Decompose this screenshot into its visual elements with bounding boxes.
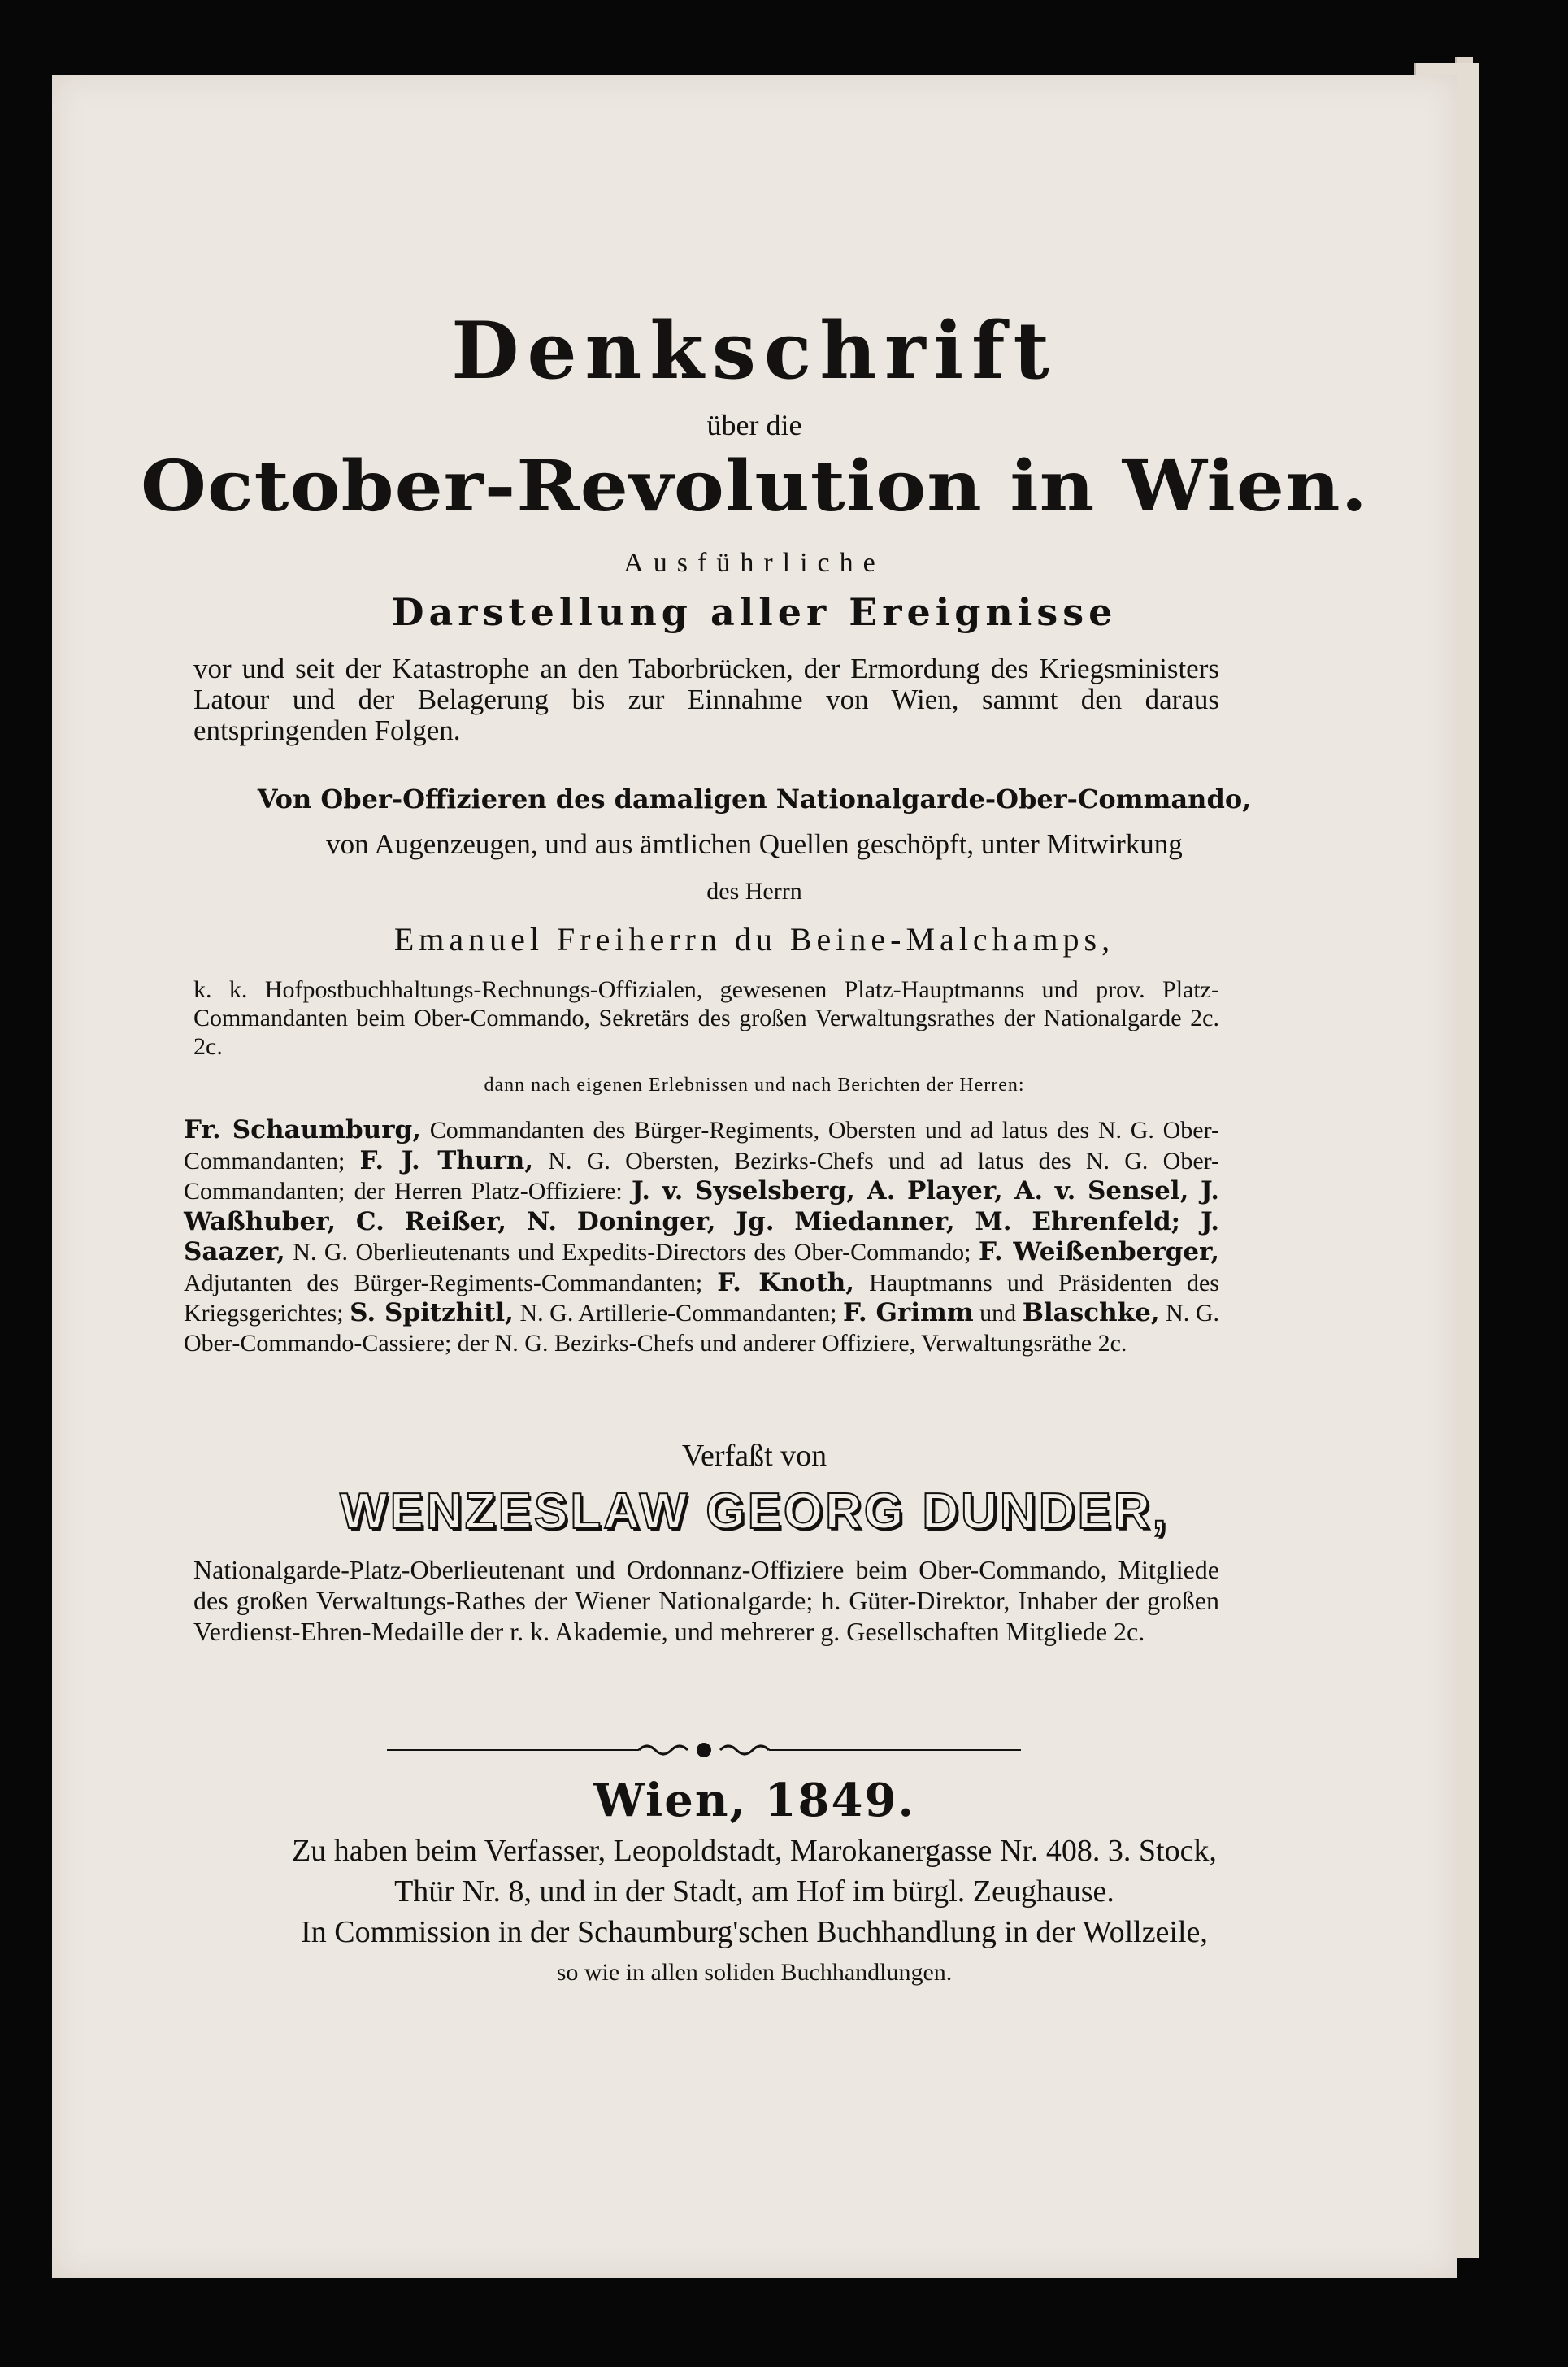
contributor-role: N. G. Obersten, Bezirks-Chefs und ad latus des N. G. Ober-Commandanten; der Herren Platz-Offiziere: (184, 1147, 1220, 1205)
contributor-role: Hauptmanns und Präsidenten des Kriegsgerichtes; (184, 1269, 1219, 1327)
contributor-name: S. Spitzhitl, (350, 1298, 514, 1327)
imprint (52, 1831, 1457, 1993)
contributor-role: und (973, 1300, 1023, 1327)
ausfuehrliche-line: Ausführliche (623, 548, 885, 578)
contributor-name: F. Knoth, (717, 1267, 855, 1297)
contributor-role: Adjutanten des Bürger-Regiments-Commandanten; (184, 1269, 718, 1296)
contributor-name: Fr. Schaumburg, (184, 1115, 422, 1144)
author-titles-paragraph: Nationalgarde-Platz-Oberlieutenant und Ordonnanz-Offiziere beim Ober-Commando, Mitgliede des großen Verwaltungs-Rathes der Wiener Nationalgarde; h. Güter-Direktor, Inhaber der großen Verdienst-Ehren-Medaille der r. k. Akademie, und mehrerer g. Gesellschaften Mitgliede 2c. (193, 1555, 1219, 1646)
imprint-line: Thür Nr. 8, und in der Stadt, am Hof im bürgl. Zeughause. (394, 1874, 1114, 1909)
des-herrn-line: des Herrn (706, 878, 802, 905)
contributor-role: N. G. Ober-Commando-Cassiere; der N. G. Bezirks-Chefs und anderer Offiziere, Verwaltungsräthe 2c. (184, 1300, 1219, 1357)
contributor-name: F. J. Thurn, (359, 1145, 534, 1175)
kk-titles-paragraph: k. k. Hofpostbuchhaltungs-Rechnungs-Offizialen, gewesenen Platz-Hauptmanns und prov. Platz-Commandanten beim Ober-Commando, Sekretärs des großen Verwaltungsrathes der Nationalgarde 2c. 2c. (193, 976, 1219, 1060)
imprint-line: Zu haben beim Verfasser, Leopoldstadt, Marokanergasse Nr. 408. 3. Stock, (292, 1834, 1217, 1868)
officers-line: Von Ober-Offizieren des damaligen Nationalgarde-Ober-Commando, (257, 784, 1252, 814)
dann-nach-line: dann nach eigenen Erlebnissen und nach Berichten der Herren: (484, 1075, 1025, 1096)
contributor-name: F. Grimm (842, 1298, 974, 1327)
contributor-name: J. v. Syselsberg, A. Player, A. v. Sensel, J. Waßhuber, C. Reißer, N. Doninger, Jg. Miedanner, M. Ehrenfeld; J. Saazer, (184, 1176, 1220, 1266)
verfasst-line: Verfaßt von (681, 1439, 827, 1473)
author-name: WENZESLAW GEORG DUNDER, (340, 1483, 1169, 1540)
contributor-role: Commandanten des Bürger-Regiments, Obersten und ad latus des N. G. Ober-Commandanten; (184, 1117, 1219, 1175)
darstellung-line: Darstellung aller Ereignisse (391, 590, 1118, 634)
contributors-list (184, 1115, 1219, 1358)
main-title: October-Revolution in Wien. (140, 445, 1369, 528)
place-year: Wien, 1849. (593, 1774, 915, 1827)
over-die-line: über die (706, 409, 802, 441)
imprint-line: so wie in allen soliden Buchhandlungen. (556, 1959, 953, 1986)
contributor-name: Blaschke, (1022, 1298, 1160, 1327)
imprint-line: In Commission in der Schaumburg'schen Buchhandlung in der Wollzeile, (301, 1915, 1208, 1949)
eyewitness-line: von Augenzeugen, und aus ämtlichen Quellen geschöpft, unter Mitwirkung (326, 828, 1183, 860)
ornament-divider-icon (387, 1738, 1021, 1762)
title-page (52, 75, 1457, 2278)
contributor-role: N. G. Artillerie-Commandanten; (513, 1300, 843, 1327)
ornament-divider (387, 1738, 1021, 1762)
description-paragraph: vor und seit der Katastrophe an den Taborbrücken, der Ermordung des Kriegsministers Latour und der Belagerung bis zur Einnahme von Wien, sammt den daraus entspringenden Folgen. (193, 653, 1219, 746)
heading-denkschrift: Denkschrift (451, 305, 1058, 397)
emanuel-line: Emanuel Freiherrn du Beine-Malchamps, (393, 921, 1115, 958)
contributor-name: F. Weißenberger, (978, 1237, 1220, 1266)
contributor-role: N. G. Oberlieutenants und Expedits-Directors des Ober-Commando; (284, 1239, 979, 1266)
